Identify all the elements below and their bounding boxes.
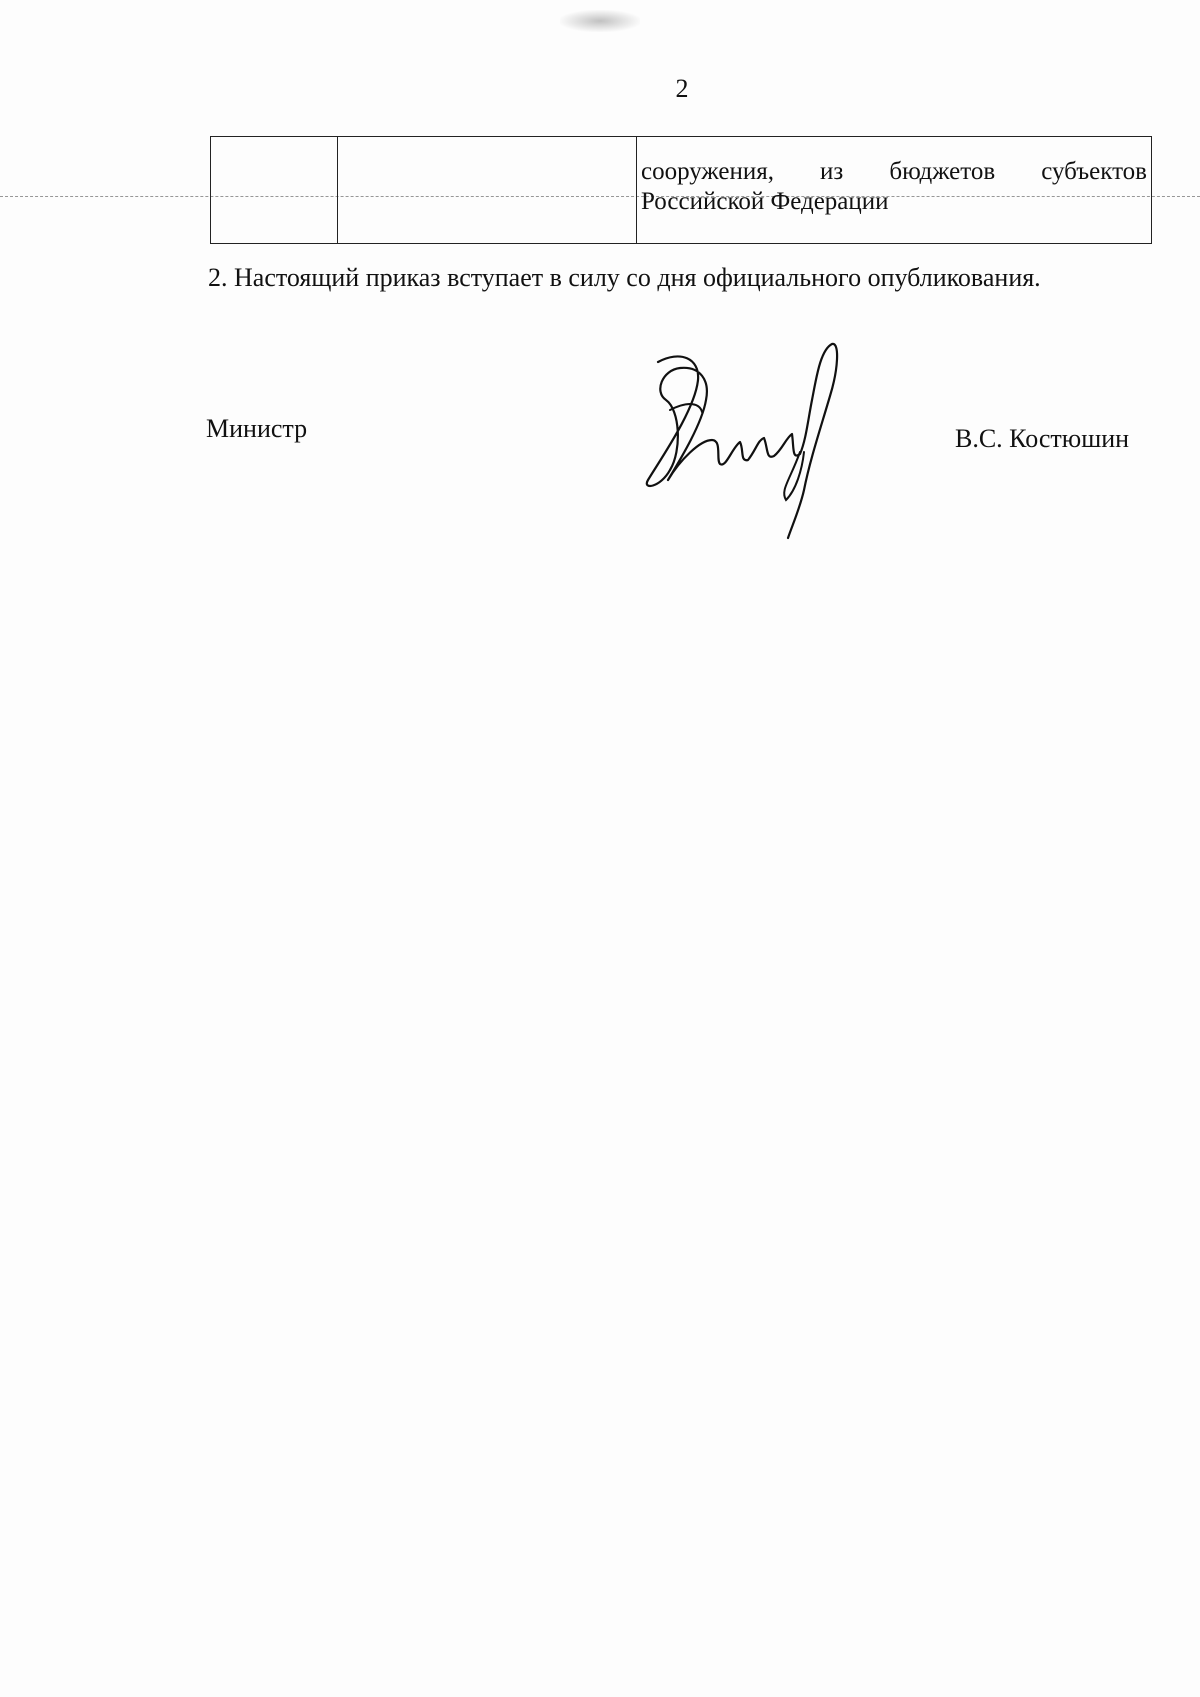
table-cell-text-line-1: сооружения, из бюджетов субъектов: [641, 158, 1147, 185]
continued-table: [210, 136, 1152, 244]
table-cell-text-line-2: Российской Федерации: [641, 188, 889, 215]
signer-name: В.С. Костюшин: [955, 424, 1130, 453]
table-cell-number: [211, 137, 338, 244]
scan-artifact: [560, 10, 640, 32]
table-row: [211, 137, 1152, 244]
page-number: 2: [675, 74, 689, 103]
signer-position: Министр: [206, 414, 308, 443]
handwritten-signature: [640, 340, 880, 540]
table-cell-description: [637, 137, 1152, 244]
table-cell-name: [338, 137, 637, 244]
clause-2-paragraph: 2. Настоящий приказ вступает в силу со дня официального опубликования.: [208, 263, 1041, 292]
